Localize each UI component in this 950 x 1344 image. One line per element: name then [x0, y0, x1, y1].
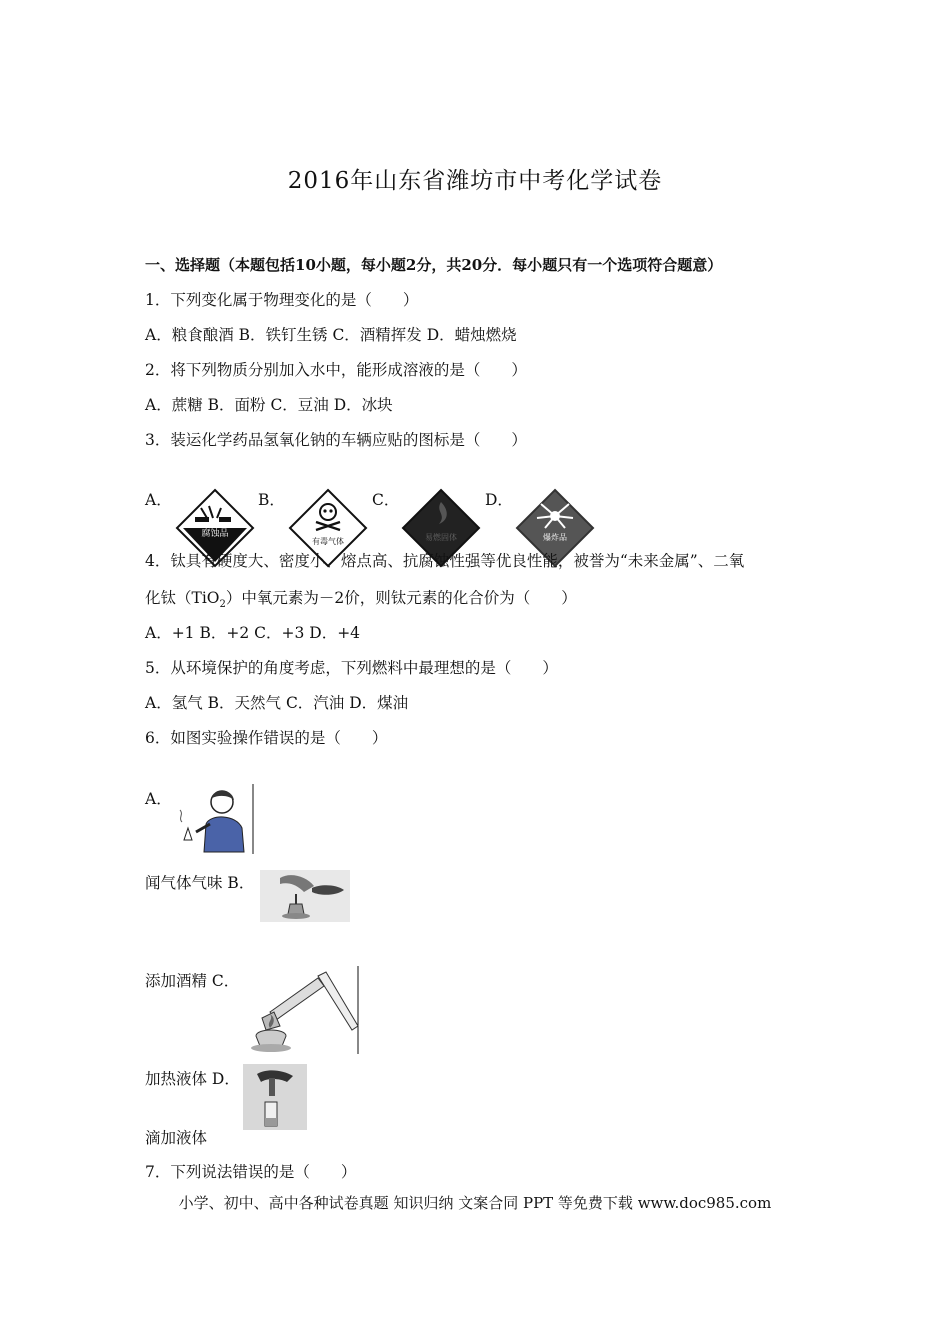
question-1-stem: 1．下列变化属于物理变化的是（ ） [145, 291, 419, 309]
question-4-line-2: 化钛（TiO$_2$）中氧元素为－2价，则钛元素的化合价为（ ） [145, 589, 577, 611]
question-6-stem: 6．如图实验操作错误的是（ ） [145, 729, 388, 747]
option-a-label: A． [145, 491, 172, 509]
add-alcohol-illustration [260, 870, 350, 922]
option-b-caption-and-c-label: 添加酒精 C． [145, 972, 240, 990]
drop-liquid-illustration [243, 1064, 307, 1130]
sign-c-text: 易燃固体 [425, 533, 457, 542]
page-title: 2016年山东省潍坊市中考化学试卷 [287, 168, 663, 194]
section-heading: 一、选择题（本题包括10小题，每小题2分，共20分．每小题只有一个选项符合题意） [145, 256, 723, 274]
page-footer: 小学、初中、高中各种试卷真题 知识归纳 文案合同 PPT 等免费下载 www.doc985.com [178, 1194, 772, 1212]
option-d-label: D． [485, 491, 513, 509]
option-a-label: A． [145, 790, 172, 808]
question-1-options: A．粮食酿酒 B．铁钉生锈 C．酒精挥发 D．蜡烛燃烧 [145, 326, 517, 344]
sign-d-text: 爆炸品 [543, 533, 567, 542]
smell-gas-illustration [170, 784, 254, 854]
heat-liquid-illustration [240, 966, 360, 1054]
question-2-options: A．蔗糖 B．面粉 C．豆油 D．冰块 [145, 396, 393, 414]
option-d-caption: 滴加液体 [145, 1129, 208, 1147]
question-4-line-1: 4．钛具有硬度大、密度小、熔点高、抗腐蚀性强等优良性能，被誉为“未来金属”、二氧 [145, 552, 745, 570]
option-b-label: B． [258, 491, 285, 509]
sign-b-text: 有毒气体 [312, 537, 344, 546]
question-4-options: A．+1 B．+2 C．+3 D．+4 [145, 624, 361, 642]
option-c-label: C． [372, 491, 400, 509]
question-7-stem: 7．下列说法错误的是（ ） [145, 1163, 357, 1181]
option-a-caption-and-b-label: 闻气体气味 B． [145, 874, 255, 892]
question-5-options: A．氢气 B．天然气 C．汽油 D．煤油 [145, 694, 409, 712]
question-2-stem: 2．将下列物质分别加入水中，能形成溶液的是（ ） [145, 361, 527, 379]
question-5-stem: 5．从环境保护的角度考虑，下列燃料中最理想的是（ ） [145, 659, 558, 677]
question-3-stem: 3．装运化学药品氢氧化钠的车辆应贴的图标是（ ） [145, 431, 527, 449]
sign-a-text: 腐蚀品 [201, 529, 229, 539]
option-c-caption-and-d-label: 加热液体 D． [145, 1070, 240, 1088]
